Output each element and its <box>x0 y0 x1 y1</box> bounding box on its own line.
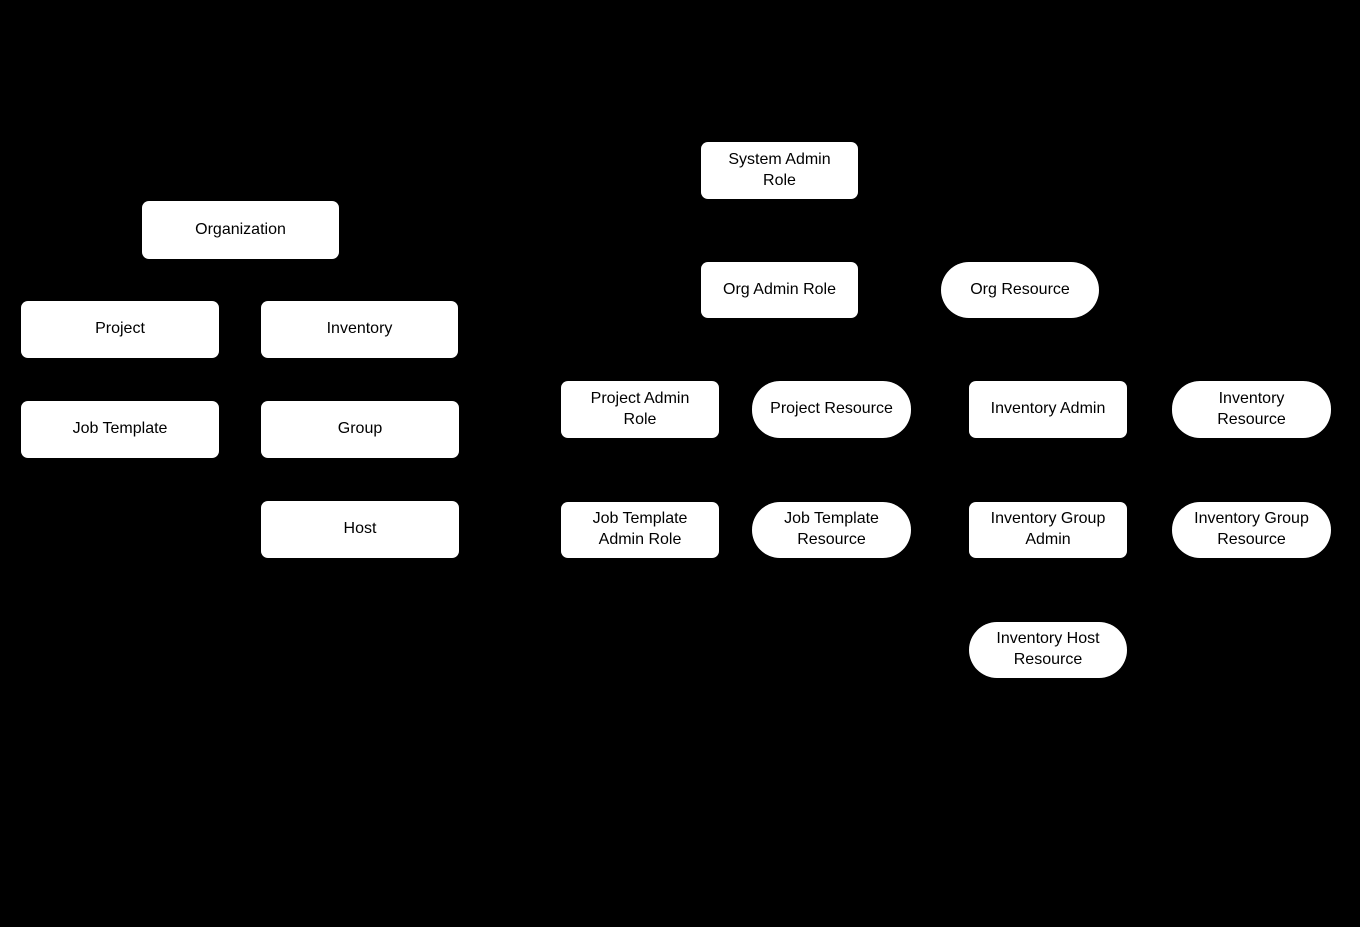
node-inventory: Inventory <box>261 301 458 358</box>
node-job-template: Job Template <box>21 401 219 458</box>
node-system-admin-role: System Admin Role <box>701 142 858 199</box>
node-inventory-admin: Inventory Admin <box>969 381 1127 438</box>
node-project: Project <box>21 301 219 358</box>
node-organization: Organization <box>142 201 339 259</box>
node-inventory-resource: Inventory Resource <box>1172 381 1331 438</box>
node-inventory-group-admin: Inventory Group Admin <box>969 502 1127 558</box>
node-inventory-group-resource: Inventory Group Resource <box>1172 502 1331 558</box>
node-job-template-admin-role: Job Template Admin Role <box>561 502 719 558</box>
node-group: Group <box>261 401 459 458</box>
node-project-resource: Project Resource <box>752 381 911 438</box>
node-job-template-resource: Job Template Resource <box>752 502 911 558</box>
node-inventory-host-resource: Inventory Host Resource <box>969 622 1127 678</box>
node-host: Host <box>261 501 459 558</box>
node-org-resource: Org Resource <box>941 262 1099 318</box>
node-org-admin-role: Org Admin Role <box>701 262 858 318</box>
node-project-admin-role: Project Admin Role <box>561 381 719 438</box>
